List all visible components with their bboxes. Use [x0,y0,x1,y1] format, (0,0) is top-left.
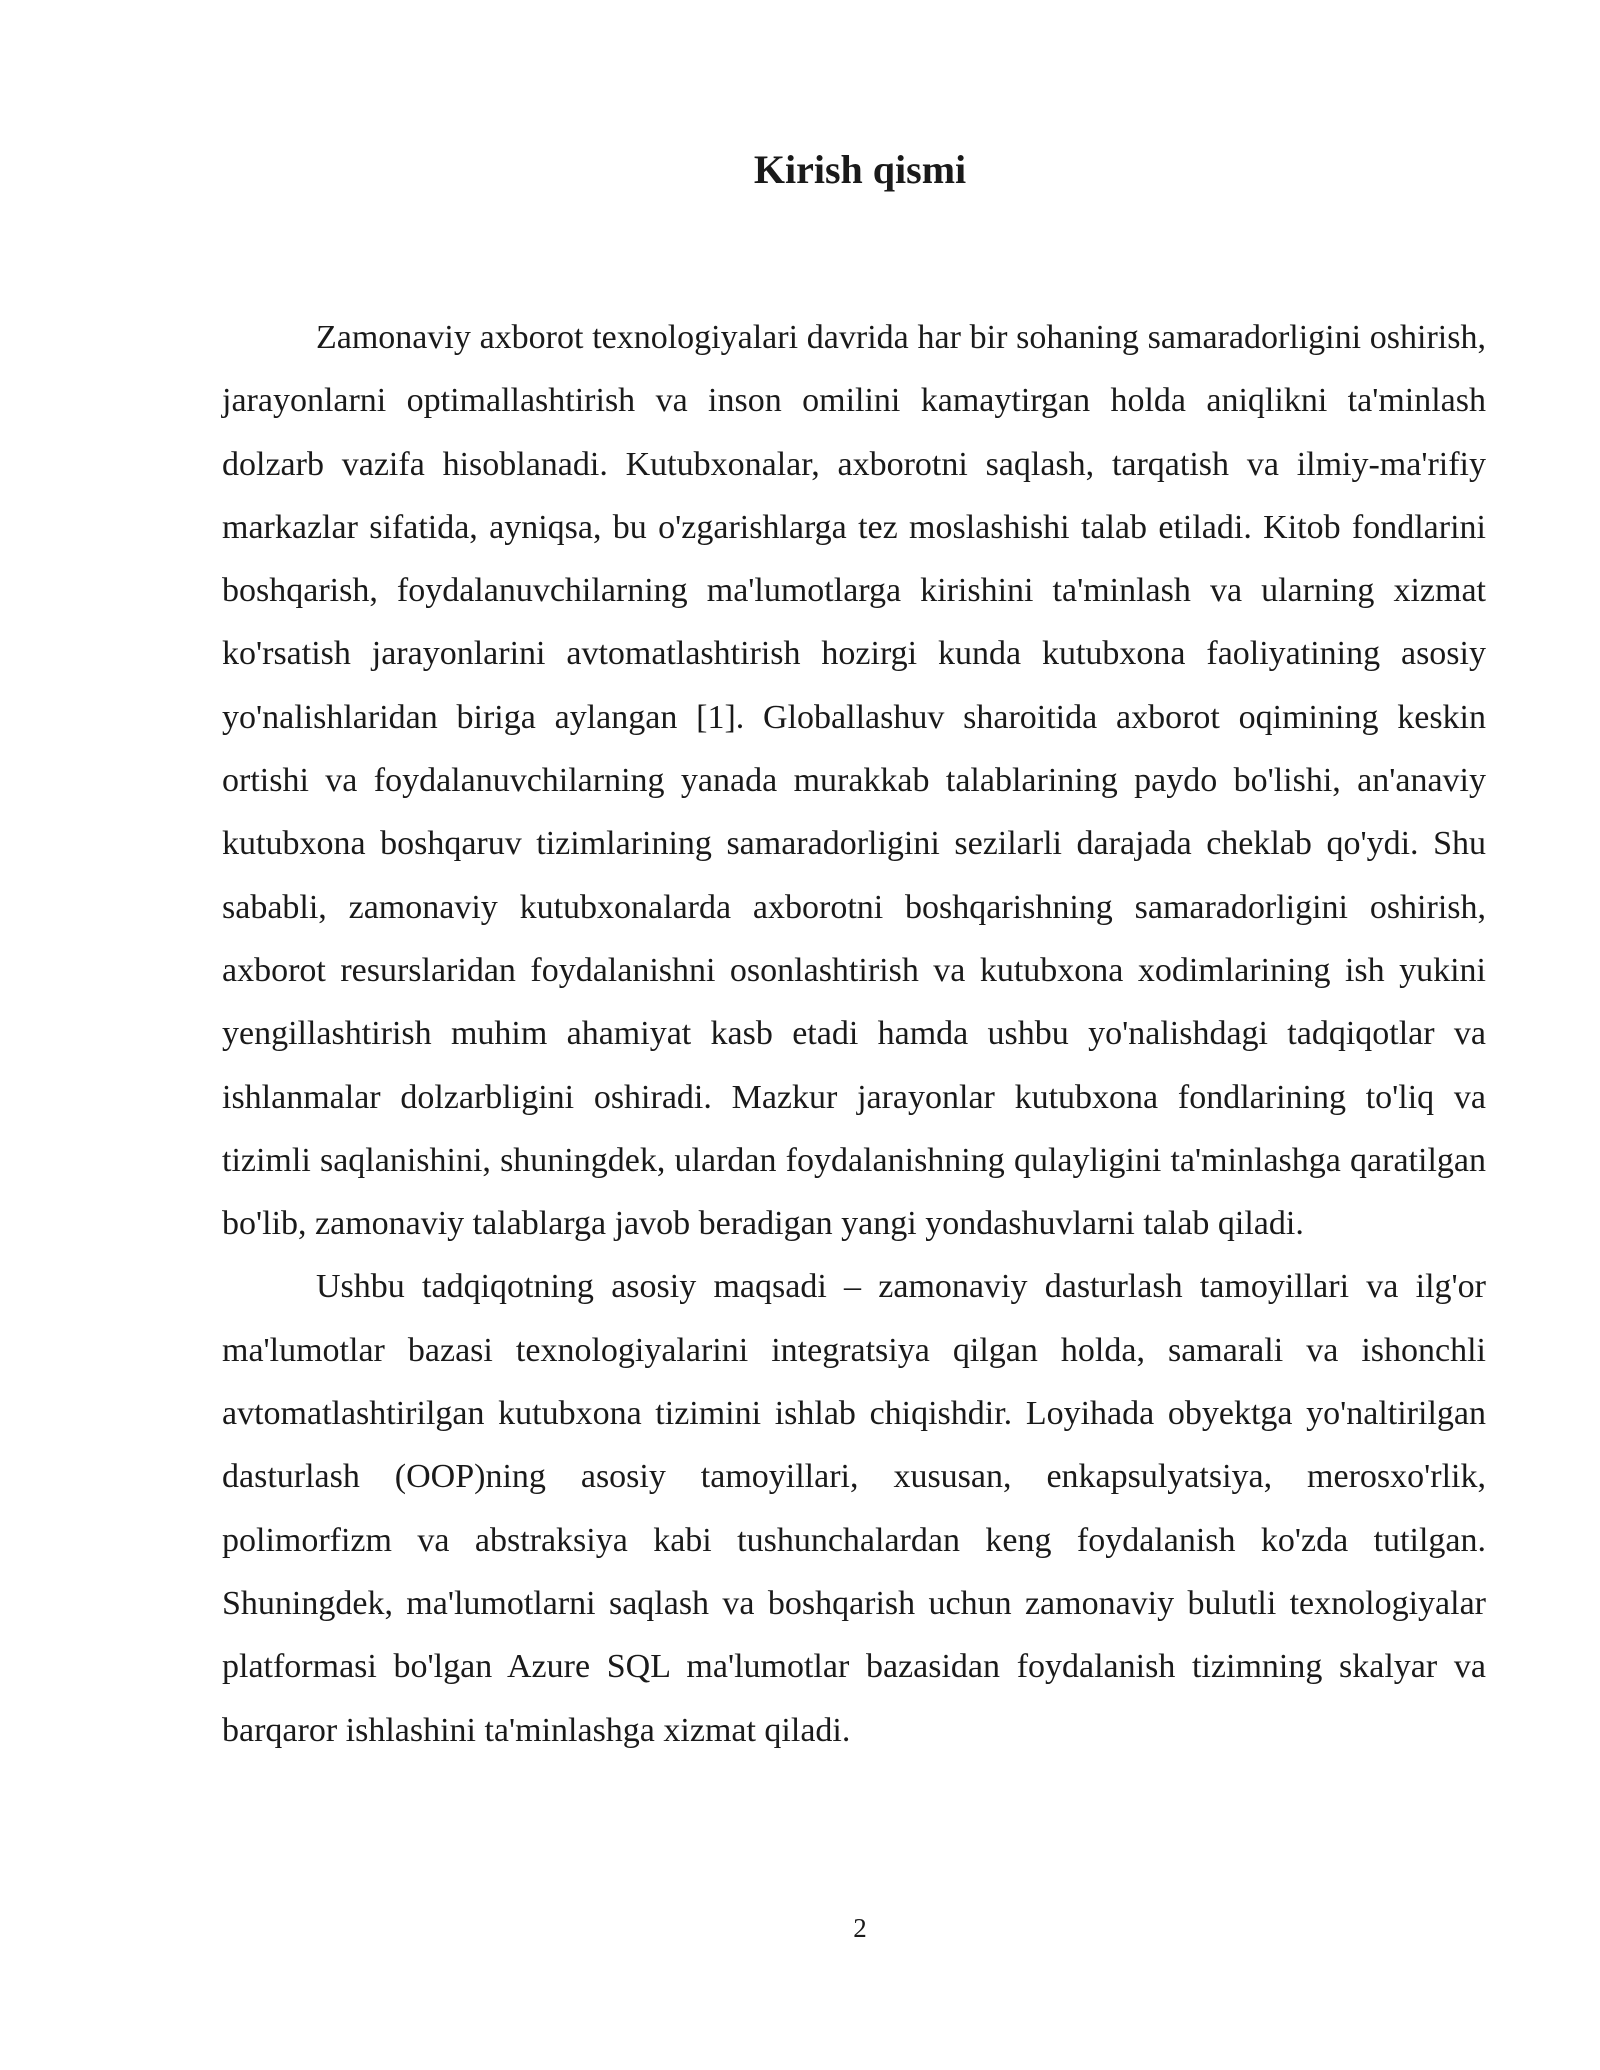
page-title: Kirish qismi [753,147,967,192]
paragraph-1: Zamonaviy axborot texnologiyalari davrida har bir sohaning samaradorligini oshirish, jarayonlarni optimallashtirish va inson omilini kamaytirgan holda aniqlikni ta'minlash dolzarb vazifa hisoblanadi. Kutubxonalar, axborotni saqlash, tarqatish va ilmiy-ma'rifiy markazlar sifatida, ayniqsa, bu o'zgarishlarga tez moslashishi talab etiladi. Kitob fondlarini boshqarish, foydalanuvchilarning ma'lumotlarga kirishini ta'minlash va ularning xizmat ko'rsatish jarayonlarini avtomatlashtirish hozirgi kunda kutubxona faoliyatining asosiy yo'nalishlaridan biriga aylangan [1]. Globallashuv sharoitida axborot oqimining keskin ortishi va foydalanuvchilarning yanada murakkab talablarining paydo bo'lishi, an'anaviy kutubxona boshqaruv tizimlarining samaradorligini sezilarli darajada cheklab qo'ydi. Shu sababli, zamonaviy kutubxonalarda axborotni boshqarishning samaradorligini oshirish, axborot resurslaridan foydalanishni osonlashtirish va kutubxona xodimlarining ish yukini yengillashtirish muhim ahamiyat kasb etadi hamda ushbu yo'nalishdagi tadqiqotlar va ishlanmalar dolzarbligini oshiradi. Mazkur jarayonlar kutubxona fondlarining to'liq va tizimli saqlanishini, shuningdek, ulardan foydalanishning qulayligini ta'minlashga qaratilgan bo'lib, zamonaviy talablarga javob beradigan yangi yondashuvlarni talab qiladi. [222,319,1486,1243]
body-text [222,306,1486,1762]
page-number: 2 [853,1913,867,1943]
paragraph-2: Ushbu tadqiqotning asosiy maqsadi – zamonaviy dasturlash tamoyillari va ilg'or ma'lumotlar bazasi texnologiyalarini integratsiya qilgan holda, samarali va ishonchli avtomatlashtirilgan kutubxona tizimini ishlab chiqishdir. Loyihada obyektga yo'naltirilgan dasturlash (OOP)ning asosiy tamoyillari, xususan, enkapsulyatsiya, merosxo'rlik, polimorfizm va abstraksiya kabi tushunchalardan keng foydalanish ko'zda tutilgan. Shuningdek, ma'lumotlarni saqlash va boshqarish uchun zamonaviy bulutli texnologiyalar platformasi bo'lgan Azure SQL ma'lumotlar bazasidan foydalanish tizimning skalyar va barqaror ishlashini ta'minlashga xizmat qiladi. [222,1268,1486,1749]
